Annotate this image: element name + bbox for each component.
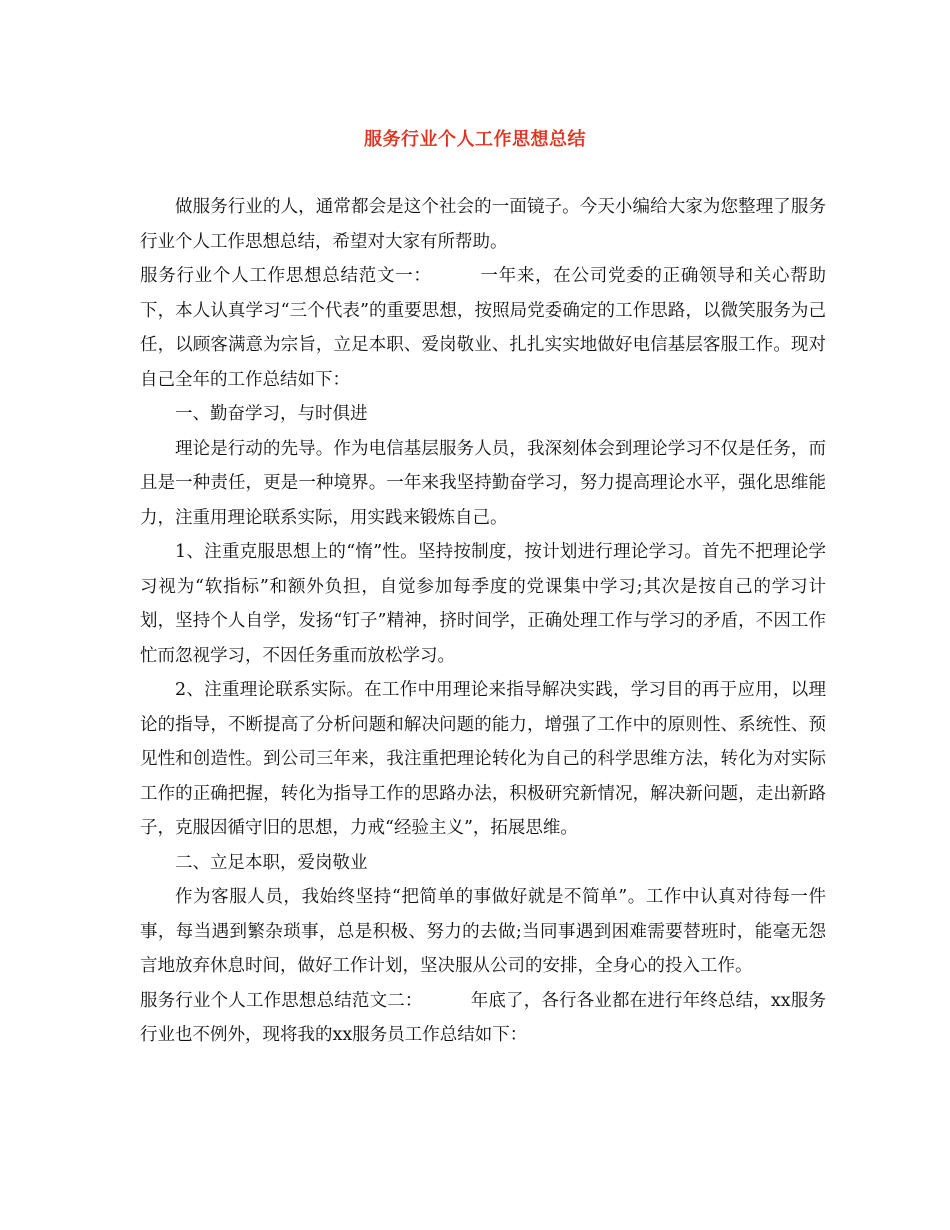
sample-one-paragraph xyxy=(140,259,826,397)
section-two-paragraph: 作为客服人员，我始终坚持“把简单的事做好就是不简单”。工作中认真对待每一件事，每当遇到繁杂琐事，总是积极、努力的去做;当同事遇到困难需要替班时，能毫无怨言地放弃休息时间，做好工作计划，坚决服从公司的安排，全身心的投入工作。 xyxy=(140,887,826,976)
sample-two-label: 服务行业个人工作思想总结范文二： xyxy=(140,990,423,1011)
intro-paragraph: 做服务行业的人，通常都会是这个社会的一面镜子。今天小编给大家为您整理了服务行业个人工作思想总结，希望对大家有所帮助。 xyxy=(140,197,826,252)
point-two-paragraph: 2、注重理论联系实际。在工作中用理论来指导解决实践，学习目的再于应用，以理论的指导，不断提高了分析问题和解决问题的能力，增强了工作中的原则性、系统性、预见性和创造性。到公司三年来，我注重把理论转化为自己的科学思维方法，转化为对实际工作的正确把握，转化为指导工作的思路办法，积极研究新情况，解决新问题，走出新路子，克服因循守旧的思想，力戒“经验主义”，拓展思维。 xyxy=(140,680,826,838)
sample-two-paragraph xyxy=(140,984,826,1053)
section-one-heading: 一、勤奋学习，与时俱进 xyxy=(175,404,368,424)
sample-one-text: 一年来，在公司党委的正确领导和关心帮助下，本人认真学习“三个代表”的重要思想，按照局党委确定的工作思路，以微笑服务为己任，以顾客满意为宗旨，立足本职、爱岗敬业、扎扎实实地做好电信基层客服工作。现对自己全年的工作总结如下： xyxy=(140,266,826,390)
section-one-paragraph: 理论是行动的先导。作为电信基层服务人员，我深刻体会到理论学习不仅是任务，而且是一种责任，更是一种境界。一年来我坚持勤奋学习，努力提高理论水平，强化思维能力，注重用理论联系实际，用实践来锻炼自己。 xyxy=(140,438,826,528)
document-title: 服务行业个人工作思想总结 xyxy=(364,129,586,150)
section-two-heading: 二、立足本职，爱岗敬业 xyxy=(175,852,368,873)
document-body xyxy=(140,190,826,1053)
point-one-paragraph: 1、注重克服思想上的“惰”性。坚持按制度，按计划进行理论学习。首先不把理论学习视为“软指标”和额外负担，自觉参加每季度的党课集中学习;其次是按自己的学习计划，坚持个人自学，发扬“钉子”精神，挤时间学，正确处理工作与学习的矛盾，不因工作忙而忽视学习，不因任务重而放松学习。 xyxy=(140,542,826,666)
sample-two-text: 年底了，各行各业都在进行年终总结，xx服务行业也不例外，现将我的xx服务员工作总结如下： xyxy=(140,990,826,1045)
sample-one-label: 服务行业个人工作思想总结范文一： xyxy=(140,266,432,286)
